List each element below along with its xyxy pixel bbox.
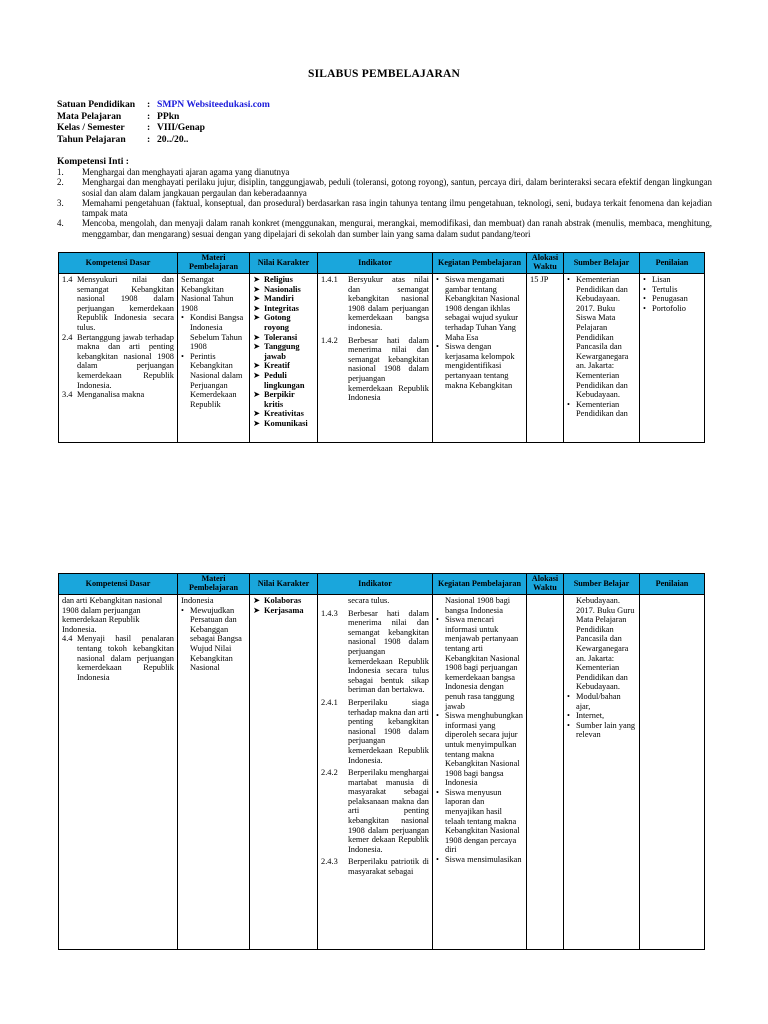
nilai-item xyxy=(253,275,314,285)
table-row xyxy=(59,274,705,443)
column-header: Sumber Belajar xyxy=(564,574,640,595)
indikator-continuation xyxy=(321,596,429,606)
alokasi-value: 15 JP xyxy=(530,275,549,284)
arrow-bullet-icon: ➤ xyxy=(253,303,261,313)
materi-intro: Semangat Kebangkitan Nasional Tahun 1908 xyxy=(181,275,234,313)
ki-text: Menghargai dan menghayati perilaku jujur, disiplin, tanggungjawab, peduli (toleransi, gotong royong), santun, percaya diri, dalam berinteraksi secara efektif dengan lingkungan sosial dan alam dalam jangkauan pergaulan dan keberadaannya xyxy=(82,177,712,198)
column-header: Nilai Karakter xyxy=(250,574,318,595)
kd-text: Menyaji hasil penalaran tentang tokoh kebangkitan nasional dalam perjuangan kemerdekaan Republik Indonesia xyxy=(77,634,174,682)
column-header: Indikator xyxy=(318,574,433,595)
arrow-bullet-icon: ➤ xyxy=(253,313,261,323)
sumber-continuation xyxy=(567,596,636,692)
column-header: Penilaian xyxy=(640,253,705,274)
arrow-bullet-icon: ➤ xyxy=(253,596,261,605)
ki-heading: Kompetensi Inti : xyxy=(57,156,129,167)
document-title: SILABUS PEMBELAJARAN xyxy=(308,68,460,80)
materi-text: Kondisi Bangsa Indonesia Sebelum Tahun 1908 xyxy=(190,313,244,352)
materi-intro: Indonesia xyxy=(181,596,214,605)
nilai-item xyxy=(253,342,314,361)
column-header: Nilai Karakter xyxy=(250,253,318,274)
nilai-text: Religius xyxy=(264,275,293,284)
penilaian-text: Tertulis xyxy=(652,284,678,294)
bullet-icon: • xyxy=(643,294,646,304)
bullet-icon: • xyxy=(567,275,570,284)
materi-text: Perintis Kebangkitan Nasional dalam Perjuangan Kemerdekaan Republik xyxy=(190,351,243,409)
materi-cell xyxy=(178,274,250,443)
materi-item xyxy=(181,352,246,410)
arrow-bullet-icon: ➤ xyxy=(253,284,261,294)
column-header: Materi Pembelajaran xyxy=(178,574,250,595)
kd-item xyxy=(62,275,174,333)
materi-text: Mewujudkan Persatuan dan Kebanggan sebagai Bangsa Wujud Nilai Kebangkitan Nasional xyxy=(190,605,242,673)
identity-row xyxy=(57,134,270,146)
sumber-item xyxy=(567,721,636,740)
penilaian-item xyxy=(643,275,701,285)
penilaian-item xyxy=(643,285,701,295)
identity-row xyxy=(57,111,270,123)
materi-cell xyxy=(178,595,250,950)
identity-label: Mata Pelajaran xyxy=(57,110,122,122)
indikator-text: secara tulus. xyxy=(348,596,390,605)
indikator-cell xyxy=(318,274,433,443)
kegiatan-text: Siswa menyusun laporan dan menyajikan hasil telaah tentang makna Kebangkitan Nasional 1908 dengan percaya diri xyxy=(445,787,520,855)
arrow-bullet-icon: ➤ xyxy=(253,361,261,371)
nilai-item xyxy=(253,304,314,314)
kd-number: 3.4 xyxy=(62,390,73,400)
indikator-cell xyxy=(318,595,433,950)
penilaian-item xyxy=(643,304,701,314)
indikator-text: Berbesar hati dalam menerima nilai dan semangat kebangkitan nasional 1908 dalam perjuangan kemerdekaan Republik Indonesia secara tulus sebagai bentuk sikap beriman dan bertakwa. xyxy=(348,608,429,695)
indikator-number: 2.4.1 xyxy=(321,697,338,707)
kegiatan-item xyxy=(436,711,523,788)
indikator-item xyxy=(321,698,429,765)
indikator-number: 1.4.2 xyxy=(321,335,338,345)
identity-colon: : xyxy=(147,110,151,122)
nilai-item xyxy=(253,294,314,304)
identity-label: Tahun Pelajaran xyxy=(57,133,126,145)
penilaian-cell xyxy=(640,595,705,950)
ki-number: 2. xyxy=(57,177,64,188)
bullet-icon: • xyxy=(567,691,570,701)
alokasi-cell xyxy=(527,274,564,443)
bullet-icon: • xyxy=(436,275,439,284)
ki-item xyxy=(57,177,712,198)
column-header: Indikator xyxy=(318,253,433,274)
ki-number: 4. xyxy=(57,218,64,229)
nilai-item xyxy=(253,419,314,429)
kegiatan-text: Siswa mencari informasi untuk menjawab pertanyaan tentang arti Kebangkitan Nasional 1908 bagi perjuangan kemerdekaan bangsa Indonesia dengan penuh rasa tanggung jawab xyxy=(445,615,520,711)
kd-item xyxy=(62,333,174,391)
column-header: Kegiatan Pembelajaran xyxy=(433,574,527,595)
nilai-text: Kolaboras xyxy=(264,596,302,605)
indikator-item xyxy=(321,857,429,876)
ki-item xyxy=(57,218,712,239)
column-header: Alokasi Waktu xyxy=(527,253,564,274)
indikator-number: 2.4.3 xyxy=(321,857,338,867)
bullet-icon: • xyxy=(567,720,570,730)
materi-item xyxy=(181,606,246,673)
penilaian-item xyxy=(643,294,701,304)
nilai-cell xyxy=(250,595,318,950)
bullet-icon: • xyxy=(567,711,570,721)
bullet-icon: • xyxy=(567,399,570,409)
nilai-text: Komunikasi xyxy=(264,418,308,428)
bullet-spacer xyxy=(436,596,445,615)
indikator-text: Bersyukur atas nilai dan semangat kebangkitan nasional 1908 dalam perjuangan kemerdekaan bangsa indonesia. xyxy=(348,275,429,332)
nilai-text: Toleransi xyxy=(264,332,298,342)
nilai-cell xyxy=(250,274,318,443)
bullet-icon: • xyxy=(436,615,439,625)
kd-cell xyxy=(59,274,178,443)
nilai-text: Tanggung jawab xyxy=(264,342,300,361)
nilai-item xyxy=(253,390,314,409)
bullet-icon: • xyxy=(436,342,439,352)
kd-cell xyxy=(59,595,178,950)
kd-number: 1.4 xyxy=(62,275,73,284)
identity-value: VIII/Genap xyxy=(157,122,205,133)
indikator-number: 2.4.2 xyxy=(321,768,338,778)
penilaian-cell xyxy=(640,274,705,443)
column-header: Kompetensi Dasar xyxy=(59,253,178,274)
identity-colon: : xyxy=(147,99,151,110)
arrow-bullet-icon: ➤ xyxy=(253,418,261,428)
nilai-text: Mandiri xyxy=(264,294,294,304)
arrow-bullet-icon: ➤ xyxy=(253,342,261,352)
syllabus-table-1 xyxy=(58,252,705,443)
penilaian-text: Portofolio xyxy=(652,303,686,313)
syllabus-table-2 xyxy=(58,573,705,950)
kegiatan-item xyxy=(436,342,523,390)
penilaian-text: Lisan xyxy=(652,275,671,284)
nilai-text: Peduli lingkungan xyxy=(264,370,305,390)
nilai-text: Integritas xyxy=(264,303,299,313)
nilai-item xyxy=(253,606,314,616)
kd-text: Mensyukuri nilai dan semangat Kebangkitan nasional 1908 dalam perjuangan kemerdekaan Republik Indonesia secara tulus. xyxy=(77,275,174,332)
kegiatan-item xyxy=(436,615,523,711)
bullet-icon: • xyxy=(436,787,439,797)
nilai-text: Kreatif xyxy=(264,361,290,371)
identity-value: PPkn xyxy=(157,110,180,122)
column-header: Sumber Belajar xyxy=(564,253,640,274)
sumber-item xyxy=(567,711,636,721)
kd-continuation: dan arti Kebangkitan nasional 1908 dalam perjuangan kemerdekaan Republik Indonesia. xyxy=(62,596,163,634)
identity-label: Kelas / Semester xyxy=(57,122,125,133)
indikator-item xyxy=(321,336,429,403)
column-header: Kegiatan Pembelajaran xyxy=(433,253,527,274)
kd-text: Menganalisa makna xyxy=(77,390,145,400)
ki-text: Memahami pengetahuan (faktual, konseptual, dan prosedural) berdasarkan rasa ingin tahunya tentang ilmu pengetahuan, teknologi, seni, budaya terkait fenomena dan kejadian tampak mata xyxy=(82,197,712,219)
kd-text: Bertanggung jawab terhadap makna dan arti penting kebangkitan nasional 1908 dalam perjuangan kemerdekaan Republik Indonesia. xyxy=(77,332,174,390)
kd-item xyxy=(62,634,174,682)
nilai-item xyxy=(253,596,314,606)
arrow-bullet-icon: ➤ xyxy=(253,275,261,284)
kd-number: 4.4 xyxy=(62,634,73,644)
indikator-item xyxy=(321,275,429,333)
bullet-icon: • xyxy=(181,313,184,323)
alokasi-cell xyxy=(527,595,564,950)
nilai-text: Berpikir kritis xyxy=(264,390,295,409)
arrow-bullet-icon: ➤ xyxy=(253,370,261,380)
ki-item xyxy=(57,198,712,219)
sumber-text: Kementerian Pendidikan dan Kebudayaan. 2017. Buku Siswa Mata Pelajaran Pendidikan Pancasila dan Kewarganegara an. Jakarta: Kementerian Pendidikan dan Kebudayaan. xyxy=(576,275,629,400)
nilai-item xyxy=(253,333,314,343)
kd-item xyxy=(62,390,174,400)
materi-item xyxy=(181,313,246,351)
nilai-text: Gotong royong xyxy=(264,313,291,332)
sumber-cell xyxy=(564,274,640,443)
identity-row xyxy=(57,99,270,111)
bullet-icon: • xyxy=(643,303,646,313)
ki-number: 3. xyxy=(57,197,64,208)
indikator-number: 1.4.3 xyxy=(321,608,338,618)
kegiatan-item xyxy=(436,788,523,855)
identity-value: SMPN Websiteedukasi.com xyxy=(157,99,270,110)
nilai-text: Kreativitas xyxy=(264,409,304,419)
nilai-item xyxy=(253,361,314,371)
sumber-text: Kebudayaan. 2017. Buku Guru Mata Pelajaran Pendidikan Pancasila dan Kewarganegara an. Jakarta: Kementerian Pendidikan dan Kebudayaan. xyxy=(576,596,635,692)
kd-number: 2.4 xyxy=(62,332,73,342)
bullet-icon: • xyxy=(436,855,439,865)
arrow-bullet-icon: ➤ xyxy=(253,332,261,342)
identity-block xyxy=(57,99,270,145)
arrow-bullet-icon: ➤ xyxy=(253,409,261,419)
column-header: Alokasi Waktu xyxy=(527,574,564,595)
nilai-text: Nasionalis xyxy=(264,284,301,294)
identity-label: Satuan Pendidikan xyxy=(57,99,136,110)
nilai-text: Kerjasama xyxy=(264,605,304,615)
indikator-number: 1.4.1 xyxy=(321,275,338,284)
bullet-icon: • xyxy=(181,605,184,615)
bullet-icon: • xyxy=(643,284,646,294)
indikator-text: Berperilaku patriotik di masyarakat sebagai xyxy=(348,857,429,877)
arrow-bullet-icon: ➤ xyxy=(253,605,261,615)
ki-number: 1. xyxy=(57,167,64,177)
indikator-text: Berperilaku menghargai martabat manusia di masyarakat sebagai pelaksanaan makna dan arti penting kebangkitan nasional 1908 dalam perjuangan kemer dekaan Republik Indonesia. xyxy=(348,768,430,854)
kegiatan-item xyxy=(436,275,523,342)
bullet-icon: • xyxy=(181,351,184,361)
nilai-item xyxy=(253,371,314,390)
column-header: Materi Pembelajaran xyxy=(178,253,250,274)
kegiatan-cell xyxy=(433,274,527,443)
indikator-text: Berperilaku siaga terhadap makna dan arti penting kebangkitan nasional 1908 dalam perjuangan kemerdekaan Republik Indonesia. xyxy=(348,697,429,765)
ki-text: Menghargai dan menghayati ajaran agama yang dianutnya xyxy=(82,167,290,177)
sumber-text: Modul/bahan ajar, xyxy=(576,691,621,711)
kegiatan-text: Nasional 1908 bagi bangsa Indonesia xyxy=(445,596,511,615)
bullet-icon: • xyxy=(436,711,439,721)
sumber-text: Sumber lain yang relevan xyxy=(576,720,636,740)
sumber-cell xyxy=(564,595,640,950)
sumber-item xyxy=(567,692,636,711)
ki-list xyxy=(57,167,712,239)
indikator-item xyxy=(321,768,429,854)
kegiatan-text: Siswa dengan kerjasama kelompok mengidentifikasi pertanyaan tentang makna Kebangkitan xyxy=(445,342,515,390)
penilaian-text: Penugasan xyxy=(652,294,688,304)
indikator-item xyxy=(321,609,429,695)
kegiatan-text: Siswa menghubungkan informasi yang diperoleh secara jujur untuk menyimpulkan tentang makna Kebangkitan Nasional 1908 bagi bangsa Indonesia xyxy=(445,711,523,788)
arrow-bullet-icon: ➤ xyxy=(253,294,261,304)
identity-row xyxy=(57,122,270,134)
ki-text: Mencoba, mengolah, dan menyaji dalam ranah konkret (menggunakan, mengurai, merangkai, memodifikasi, dan membuat) dan ranah abstrak (menulis, membaca, menghitung, menggambar, dan mengarang) sesuai dengan yang dipelajari di sekolah dan sumber lain yang sama dalam sudut pandang/teori xyxy=(82,218,712,239)
nilai-item xyxy=(253,313,314,332)
column-header: Penilaian xyxy=(640,574,705,595)
kegiatan-item xyxy=(436,855,523,865)
identity-colon: : xyxy=(147,133,151,145)
bullet-icon: • xyxy=(643,275,646,284)
nilai-item xyxy=(253,409,314,419)
ki-item xyxy=(57,167,712,177)
sumber-item xyxy=(567,275,636,400)
arrow-bullet-icon: ➤ xyxy=(253,390,261,400)
table-header-row xyxy=(59,253,705,274)
kegiatan-text: Siswa mengamati gambar tentang Kebangkitan Nasional 1908 dengan ikhlas sebagai wujud syukur terhadap Tuhan Yang Maha Esa xyxy=(445,275,520,342)
sumber-text: Kementerian Pendidikan dan xyxy=(576,399,628,419)
kegiatan-continuation xyxy=(436,596,523,615)
table-header-row xyxy=(59,574,705,595)
column-header: Kompetensi Dasar xyxy=(59,574,178,595)
identity-value: 20../20.. xyxy=(157,133,189,145)
kegiatan-cell xyxy=(433,595,527,950)
identity-colon: : xyxy=(147,122,151,133)
sumber-text: Internet, xyxy=(576,711,605,721)
bullet-spacer xyxy=(567,596,576,692)
kegiatan-text: Siswa mensimulasikan xyxy=(445,855,522,865)
nilai-item xyxy=(253,285,314,295)
indikator-spacer xyxy=(321,596,348,606)
indikator-text: Berbesar hati dalam menerima nilai dan semangat kebangkitan nasional 1908 dalam perjuangan kemerdekaan Republik Indonesia xyxy=(348,335,429,403)
sumber-item xyxy=(567,400,636,419)
table-row xyxy=(59,595,705,950)
